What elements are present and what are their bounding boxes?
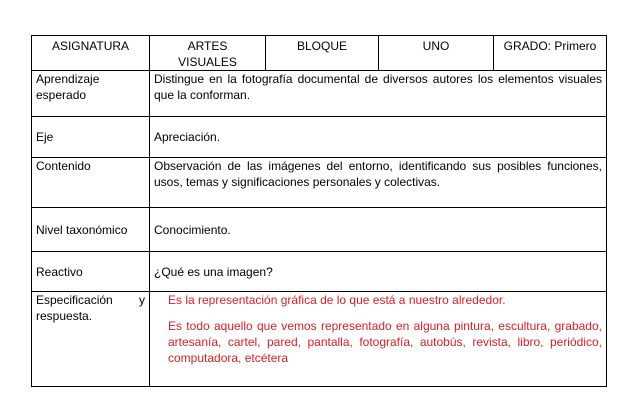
contenido-value: Observación de las imágenes del entorno, identificando sus posibles funciones, usos, temas y significaciones personales y colectivas. (150, 158, 607, 208)
aprendizaje-label: Aprendizaje esperado (32, 71, 150, 117)
nivel-label: Nivel taxonómico (32, 208, 150, 252)
eje-row (32, 117, 607, 158)
exam-item-table (31, 35, 607, 387)
materia-header (150, 36, 266, 71)
header-row (32, 36, 607, 71)
eje-label: Eje (32, 117, 150, 158)
aprendizaje-value: Distingue en la fotografía documental de diversos autores los elementos visuales que la conforman. (150, 71, 607, 117)
contenido-label: Contenido (32, 158, 150, 208)
especificacion-answers (150, 292, 607, 387)
aprendizaje-row (32, 71, 607, 117)
grado-header: GRADO: Primero (494, 36, 607, 71)
contenido-row (32, 158, 607, 208)
especificacion-label: Especificación y respuesta. (32, 292, 150, 387)
nivel-row (32, 208, 607, 252)
reactivo-value: ¿Qué es una imagen? (150, 252, 607, 292)
materia-line-1: ARTES (187, 39, 228, 53)
reactivo-row (32, 252, 607, 292)
bloque-header: BLOQUE (266, 36, 379, 71)
bloque-value: UNO (379, 36, 494, 71)
asignatura-header: ASIGNATURA (32, 36, 150, 71)
materia-line-2: VISUALES (178, 55, 237, 69)
reactivo-label: Reactivo (32, 252, 150, 292)
nivel-value: Conocimiento. (150, 208, 607, 252)
answer-2: Es todo aquello que vemos representado en alguna pintura, escultura, grabado, artesanía, cartel, pared, pantalla, fotografía, autobús, revista, libro, periódico, computadora, etcétera (168, 319, 602, 365)
answer-1: Es la representación gráfica de lo que está a nuestro alrededor. (168, 293, 506, 307)
eje-value: Apreciación. (150, 117, 607, 158)
especificacion-row (32, 292, 607, 387)
